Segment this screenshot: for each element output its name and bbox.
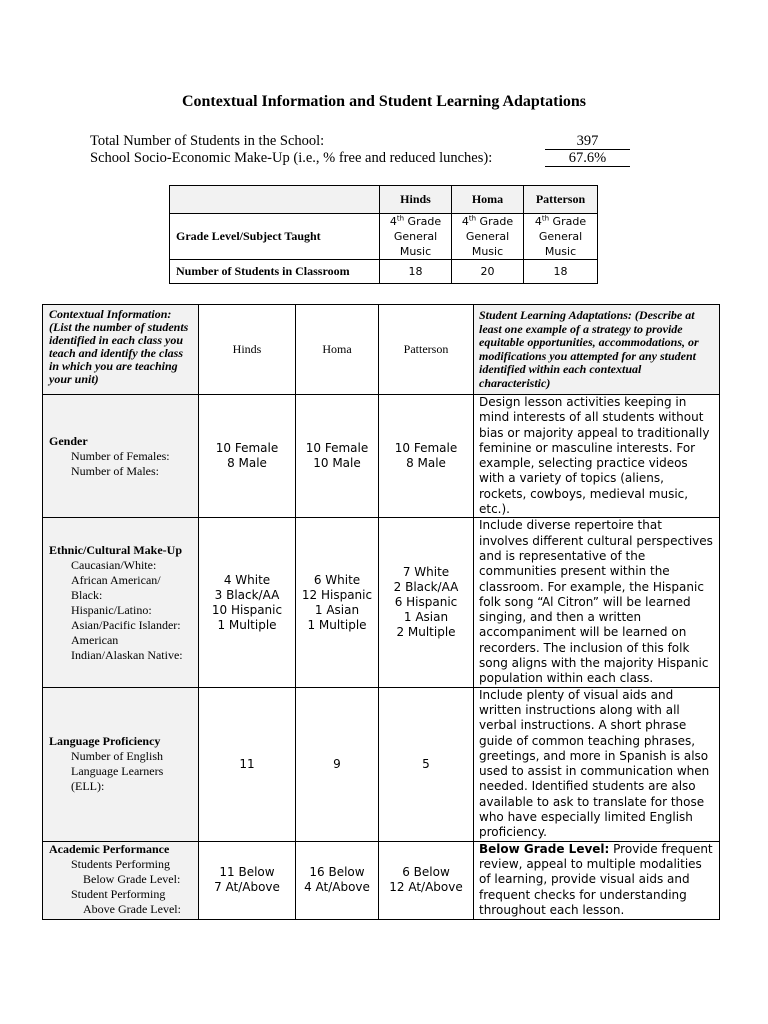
col-hinds: Hinds — [380, 186, 452, 214]
ses-underline — [545, 166, 630, 167]
ethnic-adaptation: Include diverse repertoire that involves different cultural perspectives and is representative of the communities present within the classroom. For example, the Hispanic folk song “Al Citron” will be learned singing, and then a written accompaniment will be learned on recorders. The inclusion of this folk song aligns with the majority Hispanic population within each class. — [474, 518, 720, 687]
total-students-value: 397 — [576, 133, 599, 149]
col-patterson: Patterson — [524, 186, 598, 214]
academic-adaptation: Below Grade Level: Provide frequent review, appeal to multiple modalities of learning, provide visual aids and frequent checks for understanding throughout each lesson. — [474, 841, 720, 919]
language-adaptation: Include plenty of visual aids and written instructions along with all verbal instructions. A short phrase guide of common teaching phrases, greetings, and more in Spanish is also used to assist in communication when needed. Identified students are also available to ask to translate for those who have especially limited English proficiency. — [474, 687, 720, 841]
gender-patterson: 10 Female 8 Male — [379, 395, 474, 518]
grade-homa: 4th Grade General Music — [452, 214, 524, 260]
page-title: Contextual Information and Student Learning Adaptations — [181, 93, 587, 110]
ethnic-homa: 6 White 12 Hispanic 1 Asian 1 Multiple — [296, 518, 379, 687]
gender-hinds: 10 Female 8 Male — [199, 395, 296, 518]
ses-value: 67.6% — [568, 150, 607, 166]
grade-table-corner — [170, 186, 380, 214]
academic-patterson: 6 Below 12 At/Above — [379, 841, 474, 919]
main-col-patterson: Patterson — [379, 305, 474, 395]
grade-hinds: 4th Grade General Music — [380, 214, 452, 260]
language-label: Language Proficiency Number of English Language Learners (ELL): — [43, 687, 199, 841]
grade-table — [169, 185, 598, 284]
academic-homa: 16 Below 4 At/Above — [296, 841, 379, 919]
context-table — [42, 304, 720, 920]
language-patterson: 5 — [379, 687, 474, 841]
academic-hinds: 11 Below 7 At/Above — [199, 841, 296, 919]
language-hinds: 11 — [199, 687, 296, 841]
language-homa: 9 — [296, 687, 379, 841]
total-students-label: Total Number of Students in the School: — [90, 133, 325, 149]
count-hinds: 18 — [380, 260, 452, 284]
grade-level-label: Grade Level/Subject Taught — [170, 214, 380, 260]
ethnic-label: Ethnic/Cultural Make-Up Caucasian/White: African American/ Black: Hispanic/Latino: Asian/Pacific Islander: American Indian/Alaskan Native: — [43, 518, 199, 687]
academic-label: Academic Performance Students Performing Below Grade Level: Student Performing Above Grade Level: — [43, 841, 199, 919]
col-homa: Homa — [452, 186, 524, 214]
students-count-label: Number of Students in Classroom — [170, 260, 380, 284]
context-header: Contextual Information: (List the number of students identified in each class you teach and identify the class in which you are teaching your unit) — [43, 305, 199, 395]
gender-label: Gender Number of Females: Number of Males: — [43, 395, 199, 518]
main-col-homa: Homa — [296, 305, 379, 395]
ses-label: School Socio-Economic Make-Up (i.e., % free and reduced lunches): — [90, 150, 493, 166]
ethnic-patterson: 7 White 2 Black/AA 6 Hispanic 1 Asian 2 Multiple — [379, 518, 474, 687]
gender-adaptation: Design lesson activities keeping in mind interests of all students without bias or majority appeal to traditionally feminine or masculine interests. For example, selecting practice videos with a variety of topics (aliens, rockets, cowboys, medieval music, etc.). — [474, 395, 720, 518]
main-col-hinds: Hinds — [199, 305, 296, 395]
grade-patterson: 4th Grade General Music — [524, 214, 598, 260]
count-homa: 20 — [452, 260, 524, 284]
ethnic-hinds: 4 White 3 Black/AA 10 Hispanic 1 Multiple — [199, 518, 296, 687]
gender-homa: 10 Female 10 Male — [296, 395, 379, 518]
count-patterson: 18 — [524, 260, 598, 284]
adaptations-header: Student Learning Adaptations: (Describe at least one example of a strategy to provide equitable opportunities, accommodations, or modifications you attempted for any student identified within each contextual characteristic) — [474, 305, 720, 395]
